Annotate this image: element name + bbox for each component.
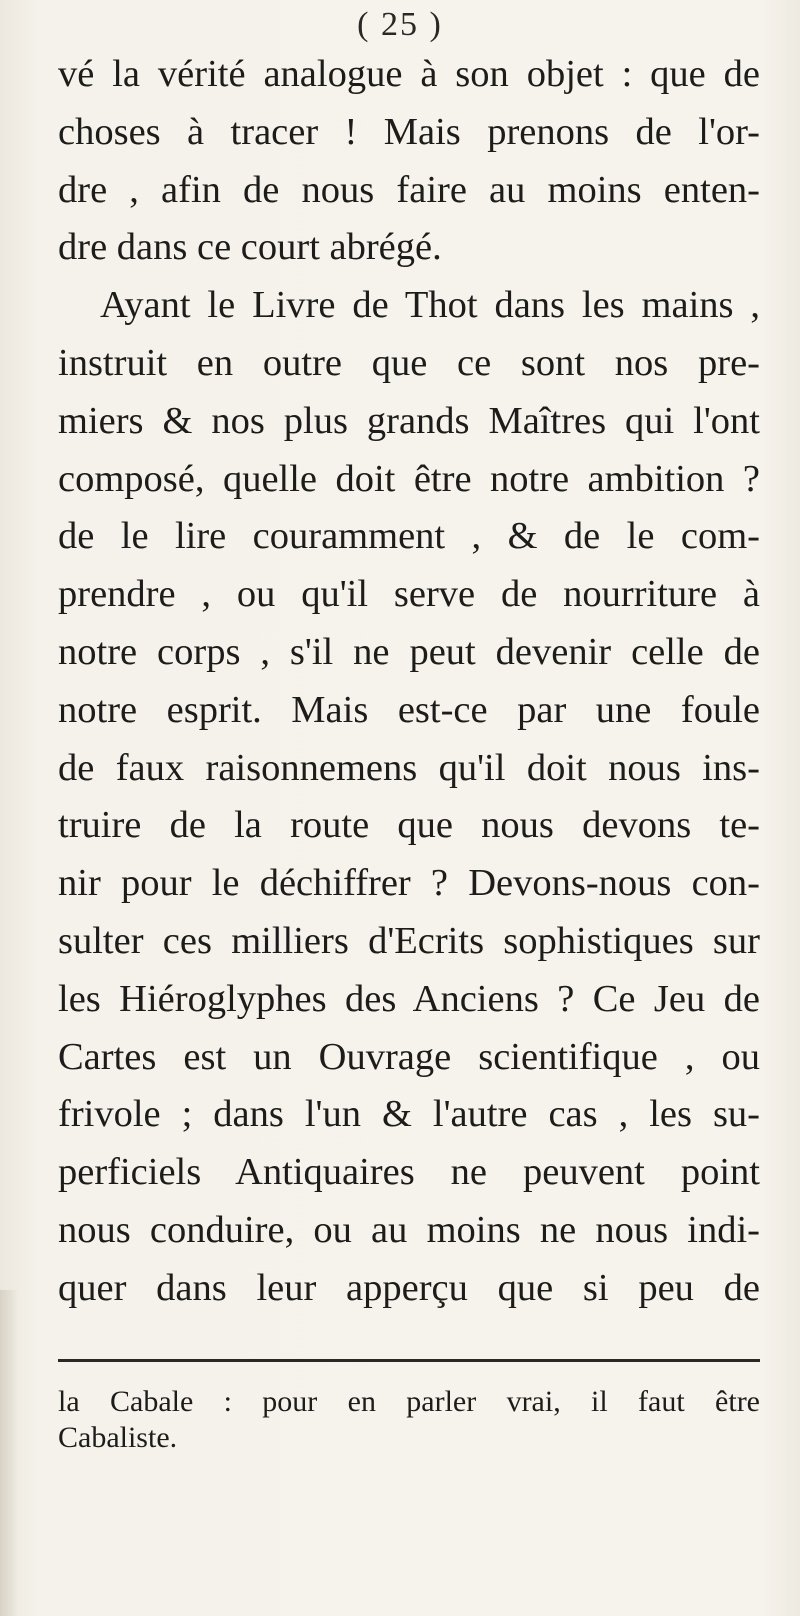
- text-line: composé, quelle doit être notre ambition ?: [58, 457, 760, 500]
- text-line: perficiels Antiquaires ne peuvent point: [58, 1151, 760, 1194]
- text-line: instruit en outre que ce sont nos pre-: [58, 341, 760, 384]
- text-line: Cartes est un Ouvrage scientifique , ou: [58, 1035, 760, 1078]
- text-line: Ayant le Livre de Thot dans les mains ,: [100, 284, 760, 327]
- text-line: quer dans leur apperçu que si peu de: [58, 1266, 760, 1309]
- text-line: prendre , ou qu'il serve de nourriture à: [58, 573, 760, 616]
- text-line: notre corps , s'il ne peut devenir celle de: [58, 630, 760, 673]
- text-line: sulter ces milliers d'Ecrits sophistiques sur: [58, 919, 760, 962]
- text-line: dre , afin de nous faire au moins enten-: [58, 168, 760, 211]
- text-line: nous conduire, ou au moins ne nous indi-: [58, 1208, 760, 1251]
- page-edge-shadow: [0, 1290, 18, 1616]
- page-number: ( 25 ): [357, 6, 443, 43]
- text-line: frivole ; dans l'un & l'autre cas , les su-: [58, 1093, 760, 1136]
- text-line: truire de la route que nous devons te-: [58, 804, 760, 847]
- text-line: miers & nos plus grands Maîtres qui l'ont: [58, 399, 760, 442]
- footnote-block: [58, 1384, 760, 1456]
- footnote-line: Cabaliste.: [58, 1421, 178, 1454]
- text-line: de faux raisonnemens qu'il doit nous ins-: [58, 746, 760, 789]
- text-line: vé la vérité analogue à son objet : que de: [58, 53, 760, 95]
- text-line: de le lire couramment , & de le com-: [58, 515, 760, 558]
- text-line: choses à tracer ! Mais prenons de l'or-: [58, 110, 760, 153]
- main-text-block: [58, 46, 760, 1318]
- footnote-separator: [58, 1359, 760, 1362]
- text-line: nir pour le déchiffrer ? Devons-nous con-: [58, 862, 760, 905]
- text-line: dre dans ce court abrégé.: [58, 226, 442, 269]
- footnote-line: la Cabale : pour en parler vrai, il faut être: [58, 1385, 760, 1418]
- text-line: les Hiéroglyphes des Anciens ? Ce Jeu de: [58, 977, 760, 1020]
- text-line: notre esprit. Mais est-ce par une foule: [58, 688, 760, 731]
